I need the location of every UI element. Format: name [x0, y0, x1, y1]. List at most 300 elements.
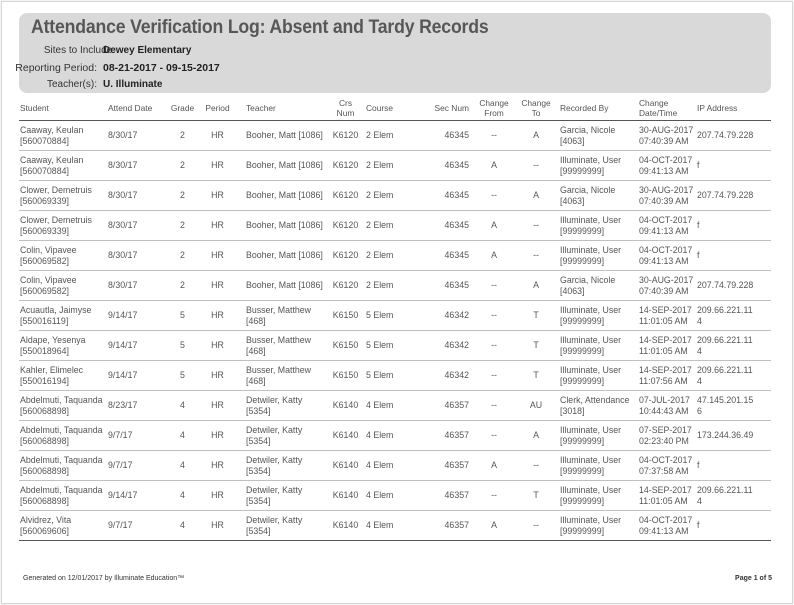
cell-course [363, 361, 415, 391]
cell-student-student-name: Colin, Vipavee [20, 275, 77, 285]
cell-sec-num-sec: 46342 [444, 310, 469, 321]
cell-crs-num-crs: K6140 [332, 460, 359, 471]
cell-ip-address-ip-1: f [697, 160, 700, 171]
cell-teacher [237, 151, 328, 181]
table-row [19, 211, 771, 241]
cell-crs-num [328, 331, 363, 361]
cell-recorded-by-rec-1: Garcia, Nicole [560, 185, 616, 195]
cell-attend-date [108, 121, 167, 151]
cell-grade [167, 151, 198, 181]
cell-grade-grade: 2 [180, 220, 185, 231]
cell-course [363, 181, 415, 211]
table-header-row [19, 96, 771, 121]
cell-recorded-by-rec-1: Illuminate, User [560, 245, 622, 255]
cell-attend-date-date: 8/30/17 [108, 160, 138, 171]
cell-ip-address-ip-1: 47.145.201.15 [697, 395, 754, 405]
cell-sec-num-sec: 46357 [444, 520, 469, 531]
col-sec-num: Sec Num [415, 96, 472, 121]
cell-ip-address-ip-2: 6 [697, 405, 702, 416]
cell-sec-num-sec: 46357 [444, 460, 469, 471]
cell-attend-date [108, 481, 167, 511]
table-row [19, 391, 771, 421]
cell-change-from-from: A [491, 220, 497, 231]
cell-grade-grade: 2 [180, 190, 185, 201]
cell-ip-address-ip-1: f [697, 220, 700, 231]
cell-recorded-by-rec-2: [99999999] [560, 435, 605, 446]
cell-change-from-from: -- [491, 340, 497, 351]
cell-course-course: 2 Elem [366, 190, 394, 201]
cell-attend-date-date: 8/30/17 [108, 130, 138, 141]
cell-attend-date-date: 9/7/17 [108, 460, 133, 471]
cell-change-from [472, 451, 516, 481]
cell-recorded-by [556, 121, 639, 151]
cell-change-datetime-dt-2: 09:41:13 AM [639, 165, 689, 176]
cell-attend-date [108, 211, 167, 241]
cell-change-to [516, 301, 556, 331]
table-row [19, 301, 771, 331]
cell-sec-num-sec: 46345 [444, 190, 469, 201]
cell-attend-date [108, 451, 167, 481]
cell-attend-date [108, 421, 167, 451]
cell-grade [167, 421, 198, 451]
cell-change-datetime [639, 211, 700, 241]
cell-period [198, 361, 237, 391]
cell-change-from-from: -- [491, 280, 497, 291]
cell-attend-date-date: 9/14/17 [108, 340, 138, 351]
cell-period-period: HR [211, 430, 224, 441]
cell-crs-num-crs: K6140 [332, 400, 359, 411]
cell-crs-num [328, 241, 363, 271]
cell-attend-date-date: 9/7/17 [108, 430, 133, 441]
report-header [15, 13, 771, 93]
cell-grade-grade: 4 [180, 520, 185, 531]
cell-change-from [472, 331, 516, 361]
cell-change-datetime-dt-1: 04-OCT-2017 [639, 455, 693, 465]
cell-teacher-teacher-1: Busser, Matthew [246, 305, 312, 315]
cell-course [363, 211, 415, 241]
cell-crs-num [328, 391, 363, 421]
cell-crs-num [328, 151, 363, 181]
cell-grade [167, 301, 198, 331]
cell-recorded-by [556, 211, 639, 241]
cell-recorded-by-rec-1: Illuminate, User [560, 455, 622, 465]
cell-change-to [516, 151, 556, 181]
cell-sec-num [415, 151, 472, 181]
cell-recorded-by-rec-1: Illuminate, User [560, 515, 622, 525]
cell-period-period: HR [211, 370, 224, 381]
cell-change-datetime [639, 181, 697, 211]
table-row [19, 151, 771, 181]
cell-period-period: HR [211, 520, 224, 531]
cell-course [363, 151, 415, 181]
cell-ip-address [697, 481, 771, 511]
cell-crs-num-crs: K6120 [332, 160, 359, 171]
cell-sec-num-sec: 46345 [444, 220, 469, 231]
cell-change-to [516, 181, 556, 211]
cell-teacher [237, 451, 328, 481]
cell-student-student-name: Colin, Vipavee [20, 245, 77, 255]
cell-ip-address [697, 121, 771, 151]
cell-attend-date [108, 151, 167, 181]
cell-grade [167, 391, 198, 421]
cell-recorded-by-rec-2: [99999999] [560, 255, 605, 266]
cell-attend-date [108, 301, 167, 331]
cell-teacher-teacher-2: [468] [246, 375, 266, 386]
cell-grade-grade: 2 [180, 130, 185, 141]
table-row [19, 271, 771, 301]
cell-change-from-from: -- [491, 190, 497, 201]
cell-change-to [516, 391, 556, 421]
cell-student-student-id: [560069606] [20, 525, 69, 536]
cell-recorded-by [556, 271, 639, 301]
cell-period [198, 181, 237, 211]
cell-student [19, 331, 108, 361]
cell-crs-num-crs: K6150 [332, 370, 359, 381]
cell-recorded-by-rec-2: [99999999] [560, 465, 605, 476]
cell-sec-num [415, 241, 472, 271]
cell-change-to-to: A [533, 130, 539, 141]
cell-period-period: HR [211, 190, 224, 201]
cell-change-from [472, 181, 516, 211]
cell-grade [167, 451, 198, 481]
cell-student-student-id: [560070884] [20, 135, 69, 146]
cell-sec-num [415, 391, 472, 421]
cell-change-datetime [639, 391, 697, 421]
cell-teacher [237, 361, 328, 391]
cell-student [19, 481, 108, 511]
cell-course [363, 511, 415, 541]
cell-student [19, 301, 108, 331]
cell-ip-address-ip-1: 207.74.79.228 [697, 280, 754, 291]
cell-recorded-by-rec-2: [99999999] [560, 315, 605, 326]
col-change-from-line1: Change [479, 98, 509, 108]
cell-change-datetime [639, 151, 700, 181]
cell-student-student-id: [560069339] [20, 225, 69, 236]
col-recorded-by: Recorded By [556, 96, 639, 121]
cell-grade-grade: 4 [180, 490, 185, 501]
cell-attend-date [108, 181, 167, 211]
table-row [19, 181, 771, 211]
cell-period [198, 271, 237, 301]
cell-student [19, 181, 108, 211]
cell-period [198, 421, 237, 451]
table-row [19, 481, 771, 511]
cell-course [363, 481, 415, 511]
cell-change-datetime-dt-1: 04-OCT-2017 [639, 215, 693, 225]
cell-ip-address-ip-1: 209.66.221.11 [697, 365, 753, 375]
cell-teacher-teacher-1: Detwiler, Katty [246, 455, 303, 465]
cell-student [19, 241, 108, 271]
cell-student [19, 391, 108, 421]
cell-crs-num [328, 451, 363, 481]
cell-sec-num-sec: 46345 [444, 280, 469, 291]
cell-change-to-to: -- [533, 520, 539, 531]
cell-grade [167, 181, 198, 211]
cell-attend-date [108, 391, 167, 421]
cell-sec-num-sec: 46357 [444, 490, 469, 501]
cell-change-datetime [639, 511, 700, 541]
cell-sec-num-sec: 46357 [444, 430, 469, 441]
cell-crs-num-crs: K6120 [332, 190, 359, 201]
cell-change-to [516, 451, 556, 481]
cell-ip-address-ip-1: 209.66.221.11 [697, 305, 753, 315]
cell-student-student-name: Caaway, Keulan [20, 125, 84, 135]
cell-change-datetime-dt-2: 09:41:13 AM [639, 255, 689, 266]
cell-period-period: HR [211, 160, 224, 171]
cell-change-from [472, 391, 516, 421]
cell-crs-num [328, 121, 363, 151]
teacher-label: Teacher(s): [46, 79, 97, 90]
cell-attend-date-date: 9/14/17 [108, 490, 138, 501]
cell-change-datetime [639, 271, 697, 301]
cell-crs-num [328, 271, 363, 301]
cell-student-student-name: Kahler, Elimelec [20, 365, 84, 375]
cell-change-datetime-dt-2: 07:40:39 AM [639, 135, 689, 146]
cell-recorded-by-rec-2: [99999999] [560, 525, 605, 536]
cell-attend-date-date: 8/30/17 [108, 250, 138, 261]
cell-period-period: HR [211, 310, 224, 321]
cell-recorded-by-rec-2: [99999999] [560, 165, 605, 176]
cell-grade [167, 121, 198, 151]
cell-ip-address [697, 331, 771, 361]
cell-change-from [472, 361, 516, 391]
cell-change-to [516, 421, 556, 451]
cell-change-datetime-dt-1: 14-SEP-2017 [639, 335, 692, 345]
col-crs-num [328, 96, 363, 121]
cell-sec-num [415, 181, 472, 211]
table-row [19, 331, 771, 361]
cell-grade-grade: 2 [180, 160, 185, 171]
cell-change-to [516, 331, 556, 361]
cell-sec-num-sec: 46357 [444, 400, 469, 411]
cell-grade-grade: 5 [180, 370, 185, 381]
cell-grade-grade: 5 [180, 340, 185, 351]
cell-ip-address-ip-1: 209.66.221.11 [697, 335, 753, 345]
page-number: Page 1 of 5 [735, 575, 772, 582]
cell-student [19, 361, 108, 391]
cell-student [19, 121, 108, 151]
cell-recorded-by-rec-1: Illuminate, User [560, 485, 622, 495]
cell-student-student-id: [560069339] [20, 195, 69, 206]
cell-crs-num-crs: K6120 [332, 280, 359, 291]
cell-period [198, 391, 237, 421]
cell-sec-num-sec: 46345 [444, 160, 469, 171]
cell-recorded-by-rec-1: Garcia, Nicole [560, 275, 616, 285]
cell-teacher [237, 301, 328, 331]
cell-period [198, 481, 237, 511]
cell-period [198, 121, 237, 151]
cell-recorded-by-rec-1: Illuminate, User [560, 365, 622, 375]
col-change-datetime [639, 96, 697, 121]
cell-course-course: 2 Elem [366, 280, 394, 291]
cell-recorded-by-rec-2: [99999999] [560, 225, 605, 236]
cell-change-to [516, 271, 556, 301]
cell-teacher [237, 211, 328, 241]
cell-grade [167, 271, 198, 301]
cell-change-to [516, 121, 556, 151]
cell-teacher-teacher-2: [5354] [246, 525, 271, 536]
cell-teacher-teacher-1: Busser, Matthew [246, 335, 312, 345]
cell-teacher-teacher-1: Booher, Matt [1086] [246, 280, 323, 291]
cell-change-datetime [639, 241, 700, 271]
cell-grade [167, 361, 198, 391]
cell-ip-address-ip-1: f [697, 520, 700, 531]
cell-change-from [472, 211, 516, 241]
cell-ip-address-ip-2: 4 [697, 315, 702, 326]
cell-teacher-teacher-1: Detwiler, Katty [246, 515, 303, 525]
col-change-datetime-line2: Date/Time [639, 108, 678, 118]
cell-period [198, 301, 237, 331]
col-ip-address: IP Address [697, 96, 771, 121]
cell-ip-address-ip-1: 207.74.79.228 [697, 190, 754, 201]
attendance-table [19, 96, 771, 541]
cell-change-datetime-dt-2: 07:40:39 AM [639, 285, 689, 296]
cell-recorded-by [556, 241, 639, 271]
cell-period-period: HR [211, 460, 224, 471]
sites-label: Sites to Include: [43, 45, 115, 56]
cell-attend-date-date: 8/23/17 [108, 400, 138, 411]
cell-sec-num [415, 331, 472, 361]
cell-recorded-by-rec-2: [99999999] [560, 345, 605, 356]
cell-change-datetime-dt-2: 10:44:43 AM [639, 405, 689, 416]
cell-sec-num [415, 511, 472, 541]
cell-student-student-name: Clower, Demetruis [20, 185, 92, 195]
cell-change-datetime-dt-2: 07:37:58 AM [639, 465, 689, 476]
cell-change-datetime [639, 121, 697, 151]
cell-change-to [516, 511, 556, 541]
cell-student-student-id: [550018964] [20, 345, 69, 356]
cell-course [363, 331, 415, 361]
cell-change-from [472, 421, 516, 451]
col-change-datetime-line1: Change [639, 98, 669, 108]
cell-sec-num [415, 421, 472, 451]
cell-student-student-name: Abdelmuti, Taquanda [20, 455, 103, 465]
table-row [19, 511, 771, 541]
cell-change-from [472, 481, 516, 511]
cell-grade-grade: 4 [180, 400, 185, 411]
cell-student-student-id: [560069582] [20, 255, 69, 266]
cell-change-datetime-dt-2: 11:01:05 AM [639, 315, 688, 326]
cell-recorded-by [556, 451, 639, 481]
cell-student [19, 451, 108, 481]
cell-attend-date [108, 331, 167, 361]
generated-note: Generated on 12/01/2017 by Illuminate Education™ [23, 575, 185, 582]
report-title: Attendance Verification Log: Absent and Tardy Records [31, 17, 489, 38]
cell-recorded-by-rec-2: [99999999] [560, 375, 605, 386]
cell-change-datetime-dt-1: 30-AUG-2017 [639, 185, 694, 195]
cell-change-from-from: A [491, 250, 497, 261]
cell-course-course: 4 Elem [366, 520, 394, 531]
cell-change-from [472, 241, 516, 271]
cell-course [363, 271, 415, 301]
cell-ip-address [697, 211, 771, 241]
cell-student-student-name: Clower, Demetruis [20, 215, 92, 225]
cell-ip-address-ip-2: 4 [697, 345, 702, 356]
cell-crs-num [328, 301, 363, 331]
table-row [19, 361, 771, 391]
cell-change-to-to: T [533, 490, 539, 501]
cell-recorded-by [556, 181, 639, 211]
cell-ip-address [697, 181, 771, 211]
col-crs-num-line2: Num [336, 108, 355, 118]
cell-change-datetime-dt-1: 30-AUG-2017 [639, 125, 694, 135]
cell-course-course: 5 Elem [366, 340, 394, 351]
cell-recorded-by [556, 421, 639, 451]
cell-change-datetime-dt-1: 04-OCT-2017 [639, 515, 693, 525]
cell-grade [167, 481, 198, 511]
cell-teacher [237, 511, 328, 541]
cell-teacher-teacher-1: Detwiler, Katty [246, 395, 303, 405]
cell-ip-address-ip-1: 209.66.221.11 [697, 485, 753, 495]
table-row [19, 121, 771, 151]
cell-student-student-id: [560068898] [20, 435, 69, 446]
cell-recorded-by-rec-2: [99999999] [560, 495, 605, 506]
cell-recorded-by [556, 151, 639, 181]
cell-change-from [472, 121, 516, 151]
cell-teacher-teacher-1: Booher, Matt [1086] [246, 190, 323, 201]
cell-student-student-name: Abdelmuti, Taquanda [20, 485, 103, 495]
cell-crs-num-crs: K6150 [332, 310, 359, 321]
cell-teacher [237, 391, 328, 421]
cell-recorded-by [556, 391, 639, 421]
cell-teacher-teacher-1: Detwiler, Katty [246, 485, 303, 495]
cell-change-from-from: A [491, 460, 497, 471]
cell-change-datetime [639, 451, 700, 481]
cell-recorded-by-rec-1: Illuminate, User [560, 425, 622, 435]
cell-change-from-from: -- [491, 490, 497, 501]
cell-teacher-teacher-1: Booher, Matt [1086] [246, 220, 323, 231]
col-change-from [472, 96, 516, 121]
col-change-from-line2: From [484, 108, 504, 118]
cell-change-datetime-dt-1: 30-AUG-2017 [639, 275, 694, 285]
cell-student-student-id: [560068898] [20, 405, 69, 416]
cell-change-to-to: -- [533, 220, 539, 231]
col-change-to-line2: To [531, 108, 541, 118]
cell-grade-grade: 5 [180, 310, 185, 321]
cell-ip-address-ip-2: 4 [697, 495, 702, 506]
cell-student-student-name: Alvidrez, Vita [20, 515, 72, 525]
teacher-value: U. Illuminate [103, 79, 163, 90]
cell-change-datetime-dt-1: 14-SEP-2017 [639, 305, 692, 315]
cell-change-from [472, 151, 516, 181]
cell-ip-address [697, 421, 771, 451]
cell-teacher-teacher-1: Booher, Matt [1086] [246, 160, 323, 171]
cell-change-to-to: T [533, 370, 539, 381]
cell-change-from [472, 301, 516, 331]
cell-course-course: 4 Elem [366, 430, 394, 441]
cell-grade [167, 241, 198, 271]
cell-teacher [237, 181, 328, 211]
cell-change-datetime-dt-1: 07-SEP-2017 [639, 425, 692, 435]
cell-change-from-from: -- [491, 370, 497, 381]
cell-change-datetime-dt-2: 02:23:40 PM [639, 435, 689, 446]
cell-course-course: 2 Elem [366, 220, 394, 231]
cell-period [198, 211, 237, 241]
cell-change-to-to: -- [533, 160, 539, 171]
cell-student-student-id: [560070884] [20, 165, 69, 176]
cell-teacher-teacher-2: [468] [246, 315, 266, 326]
table-row [19, 241, 771, 271]
cell-crs-num [328, 481, 363, 511]
cell-crs-num-crs: K6140 [332, 430, 359, 441]
cell-teacher [237, 241, 328, 271]
cell-change-to-to: A [533, 280, 539, 291]
cell-period-period: HR [211, 340, 224, 351]
sites-value: Dewey Elementary [103, 45, 192, 56]
cell-change-to-to: -- [533, 460, 539, 471]
cell-student [19, 271, 108, 301]
cell-change-datetime-dt-1: 04-OCT-2017 [639, 245, 693, 255]
